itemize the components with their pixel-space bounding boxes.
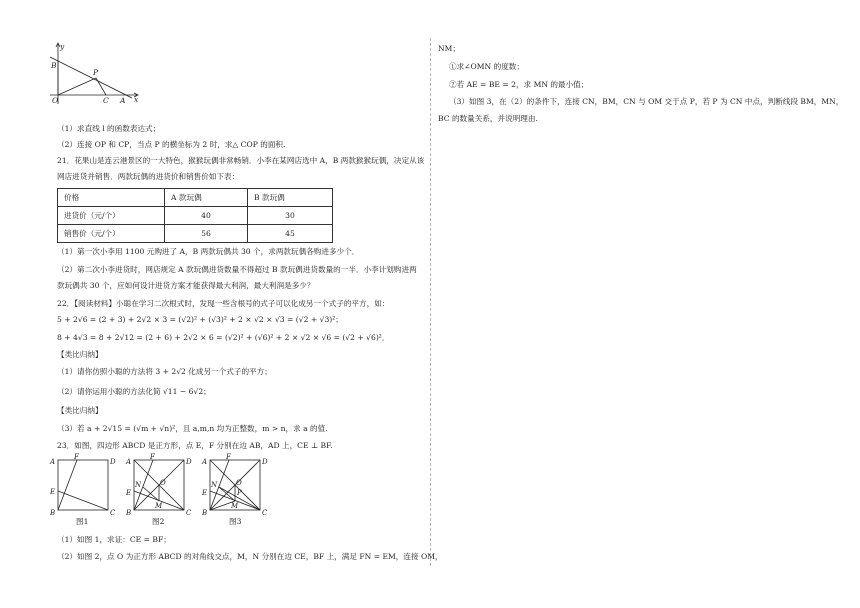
segment-PC: [96, 78, 106, 95]
q21-text-line2: 网店进货并销售．两款玩偶的进货价和销售价如下表：: [57, 172, 240, 181]
label-O: O: [52, 96, 59, 105]
label-C: C: [262, 509, 268, 517]
q21-part2-line2: 款玩偶共 30 个，应如何设计进货方案才能获得最大利润，最大利润是多少？: [57, 281, 315, 290]
q22-part3: （3）若 a + 2√15 = (√m + √n)²，且 a,m,n 均为正整数，m > n，求 a 的值.: [57, 424, 328, 433]
q23-part2-continued: NM；: [438, 44, 461, 53]
label-B: B: [126, 509, 132, 517]
table-cell: 30: [248, 207, 333, 225]
table-cell: 销售价（元/个）: [58, 225, 165, 243]
table-cell: 40: [165, 207, 248, 225]
figure-2-caption: 图2: [152, 517, 165, 526]
label-P: P: [237, 489, 242, 497]
q22-part1: （1）请你仿照小聪的方法将 3 + 2√2 化成另一个式子的平方；: [57, 367, 272, 376]
label-F: F: [150, 453, 155, 461]
label-F: F: [226, 453, 231, 461]
label-D: D: [262, 458, 268, 466]
label-N: N: [211, 481, 218, 489]
table-header-cell: A 款玩偶: [165, 189, 248, 207]
figure-1: [46, 455, 116, 525]
label-M: M: [231, 502, 239, 510]
q22-equation1: 5 + 2√6 = (2 + 3) + 2√2 × 3 = (√2)² + (√3)² + 2 × √2 × √3 = (√2 + √3)²；: [57, 315, 343, 324]
table-header-cell: B 款玩偶: [248, 189, 333, 207]
q23-sub1: ①求∠OMN 的度数；: [449, 62, 524, 71]
label-C: C: [186, 509, 192, 517]
label-y: y: [60, 42, 65, 51]
q21-part1: （1）第一次小李用 1100 元购进了 A，B 两款玩偶共 30 个，求两款玩偶各购进多少个．: [57, 247, 360, 256]
label-x: x: [134, 95, 139, 104]
q22-equation2: 8 + 4√3 = 8 + 2√12 = (2 + 6) + 2√2 × 6 = (√2)² + (√6)² + 2 × √2 × √6 = (√2 + √6)²．: [57, 333, 390, 342]
label-F: F: [74, 453, 79, 461]
table-row: [58, 225, 333, 243]
label-E: E: [202, 489, 208, 497]
line-l: [50, 57, 132, 98]
label-O: O: [236, 479, 242, 487]
table-header-cell: 价格: [58, 189, 165, 207]
q23-intro: 23．如图，四边形 ABCD 是正方形，点 E，F 分别在边 AB，AD 上，CE ⊥ BF.: [57, 441, 333, 450]
table-header-row: [58, 189, 333, 207]
table-row: [58, 207, 333, 225]
figure-3: [198, 455, 270, 525]
label-M: M: [155, 502, 163, 510]
q22-part2: （2）请你运用小聪的方法化简 √11 − 6√2；: [57, 387, 211, 396]
q22-heading1: 【类比归纳】: [57, 350, 103, 359]
q21-text-line1: 21．花果山是连云港景区的一大特色，猴猴玩偶非常畅销．小李在某网店选中 A，B 两款猴猴玩偶，决定从该: [57, 156, 425, 165]
table-cell: 45: [248, 225, 333, 243]
column-divider: [430, 38, 431, 566]
table-cell: 进货价（元/个）: [58, 207, 165, 225]
q23-part2: （2）如图 2，点 O 为正方形 ABCD 的对角线交点，M，N 分别在边 CE，BF 上，满足 FN = EM，连接 OM，: [57, 552, 443, 561]
label-A: A: [50, 458, 56, 466]
label-C: C: [103, 96, 109, 105]
label-D: D: [186, 458, 192, 466]
label-B: B: [202, 509, 208, 517]
label-N: N: [135, 481, 142, 489]
label-E: E: [126, 489, 132, 497]
q23-part1: （1）如图 1，求证：CE = BF；: [57, 535, 171, 544]
q20-part2: （2）连接 OP 和 CP，当点 P 的横坐标为 2 时，求△ COP 的面积.: [57, 140, 286, 149]
label-A: A: [202, 458, 208, 466]
table-cell: 56: [165, 225, 248, 243]
coordinate-graph: [46, 40, 156, 108]
figure-1-caption: 图1: [76, 517, 89, 526]
price-table: [57, 188, 333, 243]
q22-heading2: 【类比归纳】: [57, 406, 103, 415]
label-C: C: [110, 509, 116, 517]
label-B: B: [50, 509, 56, 517]
q20-part1: （1）求直线 l 的函数表达式；: [57, 124, 161, 133]
label-P: P: [93, 68, 99, 77]
label-E: E: [50, 488, 56, 496]
q21-part2-line1: （2）第二次小李进货时，网店规定 A 款玩偶进货数量不得超过 B 款玩偶进货数量的一半．小李计划购进两: [57, 265, 417, 274]
q23-part3-line2: BC 的数量关系，并说明理由.: [438, 114, 538, 123]
figure-2: [122, 455, 194, 525]
q22-intro: 22．【阅读材料】小聪在学习二次根式时，发现一些含根号的式子可以化成另一个式子的平方，如：: [57, 299, 390, 308]
label-A: A: [126, 458, 132, 466]
figure-3-caption: 图3: [229, 517, 242, 526]
label-O: O: [160, 479, 166, 487]
q23-sub2: ②若 AE = BE = 2，求 MN 的最小值；: [449, 80, 589, 89]
label-A: A: [120, 96, 126, 105]
segment-OP: [58, 78, 96, 95]
q23-part3-line1: （3）如图 3，在（2）的条件下，连接 CN，BM，CN 与 OM 交于点 P，若 P 为 CN 中点，判断线段 BM，MN，: [449, 97, 844, 106]
label-B: B: [51, 61, 57, 70]
label-D: D: [110, 458, 116, 466]
